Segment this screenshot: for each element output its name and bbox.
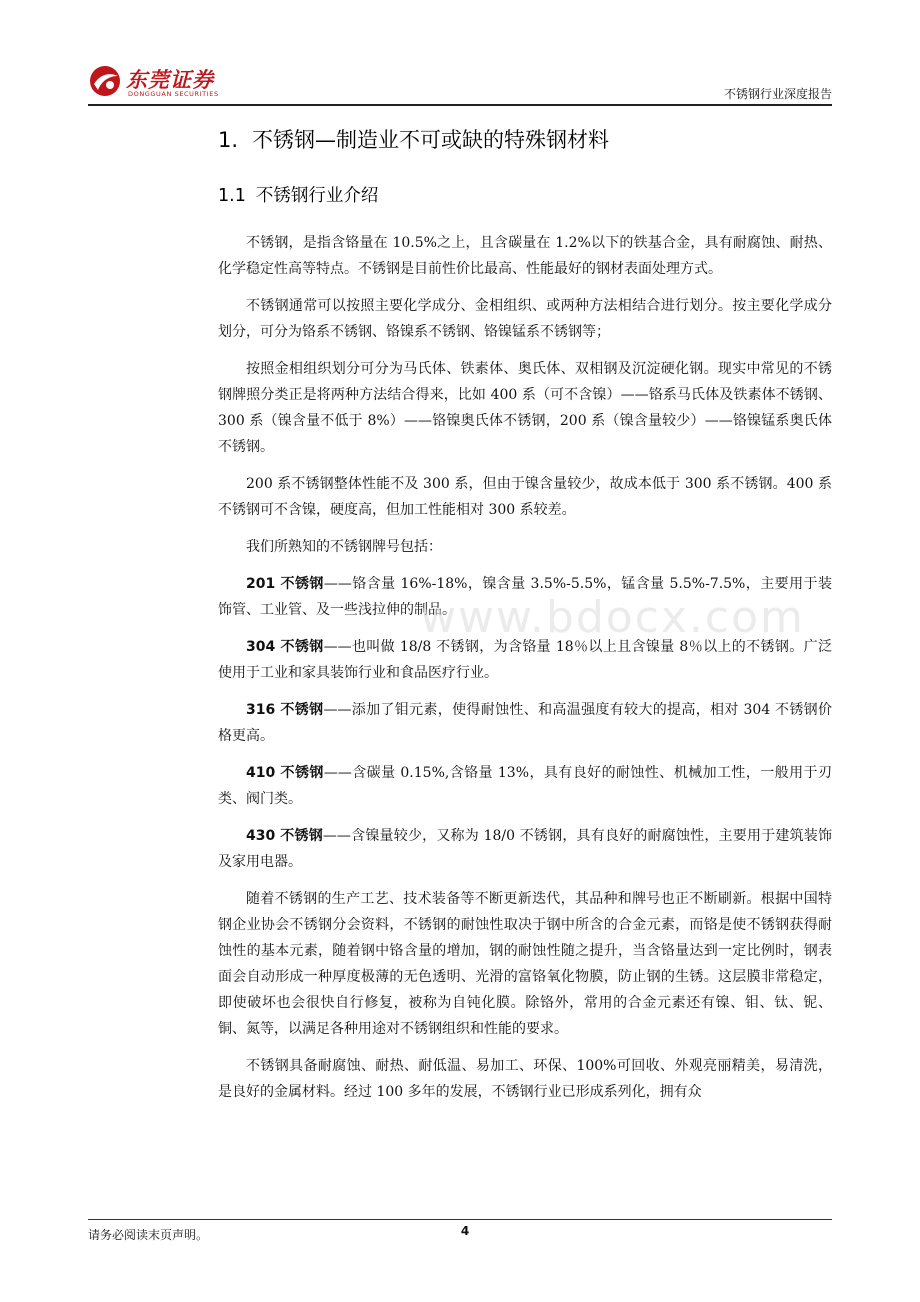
paragraph (218, 1053, 832, 1105)
paragraph-text: 按照金相组织划分可分为马氏体、铁素体、奥氏体、双相钢及沉淀硬化钢。现实中常见的不锈钢牌照分类正是将两种方法结合得来，比如 400 系（可不含镍）——铬系马氏体及铁素体不锈钢、300 系（镍含量不低于 8%）——铬镍奥氏体不锈钢，200 系（镍含量较少）——铬镍锰系奥氏体不锈钢。 (218, 361, 832, 455)
grade-201-paragraph (218, 571, 832, 623)
paragraph (218, 886, 832, 1042)
paragraph-text: 不锈钢通常可以按照主要化学成分、金相组织、或两种方法相结合进行划分。按主要化学成分划分，可分为铬系不锈钢、铬镍系不锈钢、铬镍锰系不锈钢等； (218, 298, 832, 340)
report-title: 不锈钢行业深度报告 (723, 87, 832, 101)
section-number: 1. (218, 128, 239, 152)
logo-chinese-name: 东莞证券 (126, 68, 214, 92)
paragraph-text: 200 系不锈钢整体性能不及 300 系，但由于镍含量较少，故成本低于 300 系不锈钢。400 系不锈钢可不含镍，硬度高，但加工性能相对 300 系较差。 (218, 476, 832, 518)
footer-divider (88, 1219, 832, 1220)
paragraph-text: ——含碳量 0.15%,含铬量 13%，具有良好的耐蚀性、机械加工性，一般用于刃类、阀门类。 (218, 765, 832, 807)
company-logo (88, 64, 238, 100)
logo-mark-icon (88, 64, 122, 98)
body-text (218, 230, 832, 1105)
grade-label: 430 不锈钢 (246, 828, 323, 844)
paragraph-text: 随着不锈钢的生产工艺、技术装备等不断更新迭代，其品种和牌号也正不断刷新。根据中国特钢企业协会不锈钢分会资料，不锈钢的耐蚀性取决于钢中所含的合金元素，而铬是使不锈钢获得耐蚀性的基本元素，随着钢中铬含量的增加，钢的耐蚀性随之提升，当含铬量达到一定比例时，钢表面会自动形成一种厚度极薄的无色透明、光滑的富铬氧化物膜，防止钢的生锈。这层膜非常稳定，即使破坏也会很快自行修复，被称为自钝化膜。除铬外，常用的合金元素还有镍、钼、钛、铌、铜、氮等，以满足各种用途对不锈钢组织和性能的要求。 (218, 891, 832, 1037)
paragraph (218, 293, 832, 345)
watermark: www.bdocx.com (420, 592, 805, 643)
grade-label: 410 不锈钢 (246, 765, 324, 781)
grade-410-paragraph (218, 760, 832, 812)
paragraph-text: ——铬含量 16%-18%，镍含量 3.5%-5.5%，锰含量 5.5%-7.5%，主要用于装饰管、工业管、及一些浅拉伸的制品。 (218, 576, 832, 618)
paragraph-text: 不锈钢，是指含铬量在 10.5%之上，且含碳量在 1.2%以下的铁基合金，具有耐腐蚀、耐热、化学稳定性高等特点。不锈钢是目前性价比最高、性能最好的钢材表面处理方式。 (218, 235, 832, 277)
paragraph-text: ——含镍量较少，又称为 18/0 不锈钢，具有良好的耐腐蚀性，主要用于建筑装饰及家用电器。 (218, 828, 832, 870)
grade-label: 316 不锈钢 (246, 702, 324, 718)
page-number: 4 (460, 1224, 470, 1238)
paragraph-text: 不锈钢具备耐腐蚀、耐热、耐低温、易加工、环保、100%可回收、外观亮丽精美，易清洗，是良好的金属材料。经过 100 多年的发展，不锈钢行业已形成系列化，拥有众 (218, 1058, 832, 1100)
section-title: 不锈钢—制造业不可或缺的特殊钢材料 (252, 128, 610, 152)
main-content (218, 118, 832, 1116)
grade-label: 304 不锈钢 (246, 639, 324, 655)
subsection-heading (218, 184, 832, 208)
logo-english-name: DONGGUAN SECURITIES (128, 90, 219, 98)
paragraph (218, 471, 832, 523)
footer-disclaimer: 请务必阅读末页声明。 (88, 1228, 209, 1242)
section-heading (218, 126, 832, 154)
page-header (88, 58, 832, 104)
grade-label: 201 不锈钢 (246, 576, 324, 592)
paragraph-text: ——也叫做 18/8 不锈钢，为含铬量 18％以上且含镍量 8％以上的不锈钢。广泛使用于工业和家具装饰行业和食品医疗行业。 (218, 639, 832, 681)
paragraph (218, 230, 832, 282)
paragraph-text: 我们所熟知的不锈钢牌号包括： (246, 539, 442, 555)
header-divider (88, 104, 832, 106)
paragraph-text: ——添加了钼元素，使得耐蚀性、和高温强度有较大的提高，相对 304 不锈钢价格更高。 (218, 702, 832, 744)
grade-304-paragraph (218, 634, 832, 686)
grade-430-paragraph (218, 823, 832, 875)
grade-316-paragraph (218, 697, 832, 749)
subsection-number: 1.1 (218, 186, 246, 206)
paragraph (218, 534, 832, 560)
paragraph (218, 356, 832, 460)
subsection-title: 不锈钢行业介绍 (255, 186, 379, 206)
